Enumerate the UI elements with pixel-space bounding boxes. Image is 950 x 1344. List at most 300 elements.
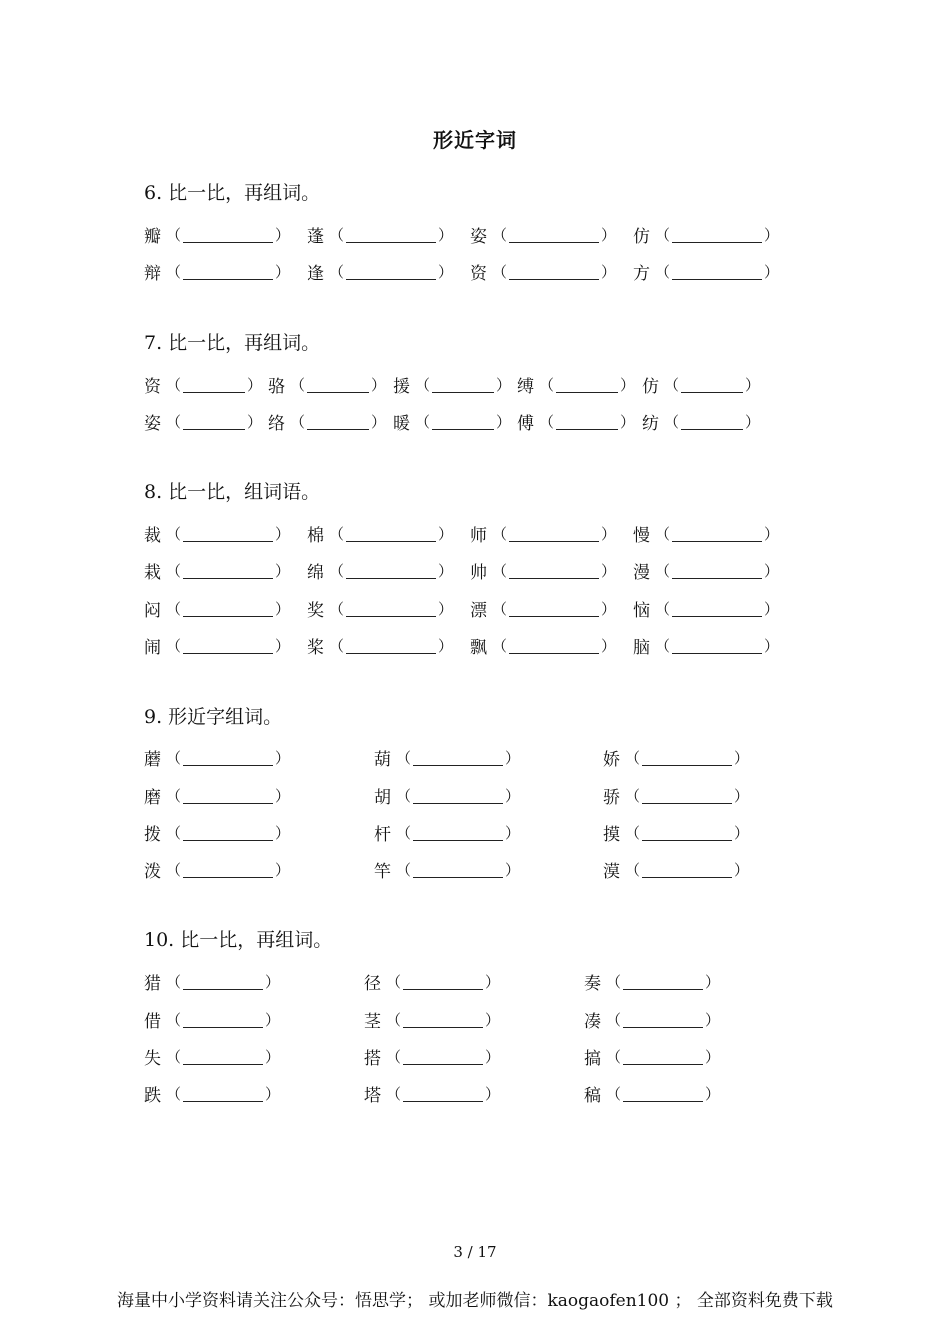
open-paren: （ xyxy=(625,823,641,842)
answer-blank[interactable] xyxy=(509,562,599,579)
close-paren: ） xyxy=(764,636,780,655)
word-item xyxy=(268,408,386,434)
close-paren: ） xyxy=(601,524,617,543)
character: 闹 xyxy=(144,637,161,658)
answer-blank[interactable] xyxy=(413,749,503,766)
open-paren: （ xyxy=(396,823,412,842)
word-item xyxy=(144,258,290,284)
word-item xyxy=(470,557,616,583)
close-paren: ） xyxy=(485,1084,501,1103)
open-paren: （ xyxy=(625,786,641,805)
answer-blank[interactable] xyxy=(307,376,369,393)
close-paren: ） xyxy=(275,748,291,767)
open-paren: （ xyxy=(396,786,412,805)
open-paren: （ xyxy=(329,524,345,543)
open-paren: （ xyxy=(492,262,508,281)
answer-blank[interactable] xyxy=(642,749,732,766)
word-item xyxy=(307,632,453,658)
answer-blank[interactable] xyxy=(642,824,732,841)
open-paren: （ xyxy=(655,225,671,244)
character: 凑 xyxy=(584,1011,601,1032)
word-item xyxy=(584,1043,720,1069)
answer-blank[interactable] xyxy=(183,861,273,878)
character: 摸 xyxy=(603,824,620,845)
answer-blank[interactable] xyxy=(556,413,618,430)
word-item xyxy=(517,408,635,434)
word-item xyxy=(470,632,616,658)
close-paren: ） xyxy=(438,636,454,655)
character: 搞 xyxy=(584,1048,601,1069)
character: 暖 xyxy=(393,413,410,434)
open-paren: （ xyxy=(492,599,508,618)
character-row xyxy=(0,408,950,434)
answer-blank[interactable] xyxy=(183,637,273,654)
character: 奏 xyxy=(584,973,601,994)
close-paren: ） xyxy=(764,524,780,543)
character: 援 xyxy=(393,376,410,397)
word-item xyxy=(144,819,290,845)
close-paren: ） xyxy=(265,1047,281,1066)
open-paren: （ xyxy=(329,599,345,618)
answer-blank[interactable] xyxy=(183,263,273,280)
open-paren: （ xyxy=(166,524,182,543)
close-paren: ） xyxy=(438,599,454,618)
close-paren: ） xyxy=(705,1010,721,1029)
character-row xyxy=(0,856,950,882)
character: 资 xyxy=(144,376,161,397)
close-paren: ） xyxy=(601,599,617,618)
answer-blank[interactable] xyxy=(183,1085,263,1102)
open-paren: （ xyxy=(625,860,641,879)
word-item xyxy=(374,856,520,882)
close-paren: ） xyxy=(247,375,263,394)
answer-blank[interactable] xyxy=(672,562,762,579)
answer-blank[interactable] xyxy=(623,973,703,990)
close-paren: ） xyxy=(705,972,721,991)
open-paren: （ xyxy=(290,375,306,394)
open-paren: （ xyxy=(664,375,680,394)
close-paren: ） xyxy=(438,561,454,580)
word-item xyxy=(642,408,760,434)
open-paren: （ xyxy=(166,1010,182,1029)
character-row xyxy=(0,744,950,770)
character: 娇 xyxy=(603,749,620,770)
character: 茎 xyxy=(364,1011,381,1032)
open-paren: （ xyxy=(329,262,345,281)
answer-blank[interactable] xyxy=(509,263,599,280)
open-paren: （ xyxy=(606,972,622,991)
character: 塔 xyxy=(364,1085,381,1106)
word-item xyxy=(307,595,453,621)
character: 猎 xyxy=(144,973,161,994)
close-paren: ） xyxy=(764,225,780,244)
open-paren: （ xyxy=(386,1047,402,1066)
open-paren: （ xyxy=(415,412,431,431)
character: 仿 xyxy=(642,376,659,397)
character: 稿 xyxy=(584,1085,601,1106)
character-row xyxy=(0,371,950,397)
word-item xyxy=(307,258,453,284)
close-paren: ） xyxy=(275,786,291,805)
answer-blank[interactable] xyxy=(183,1011,263,1028)
character: 蘑 xyxy=(144,749,161,770)
word-item xyxy=(517,371,635,397)
character: 脑 xyxy=(633,637,650,658)
character: 泼 xyxy=(144,861,161,882)
open-paren: （ xyxy=(329,561,345,580)
word-item xyxy=(364,1080,500,1106)
character-row xyxy=(0,520,950,546)
open-paren: （ xyxy=(606,1084,622,1103)
close-paren: ） xyxy=(485,972,501,991)
word-item xyxy=(374,744,520,770)
character: 蓬 xyxy=(307,226,324,247)
character-row xyxy=(0,819,950,845)
open-paren: （ xyxy=(166,1047,182,1066)
character: 葫 xyxy=(374,749,391,770)
word-item xyxy=(268,371,386,397)
character-row xyxy=(0,258,950,284)
answer-blank[interactable] xyxy=(183,1048,263,1065)
word-item xyxy=(144,856,290,882)
close-paren: ） xyxy=(601,636,617,655)
page-number: 3 / 17 xyxy=(453,1243,497,1261)
open-paren: （ xyxy=(166,599,182,618)
open-paren: （ xyxy=(664,412,680,431)
word-item xyxy=(584,1080,720,1106)
word-item xyxy=(603,782,749,808)
word-item xyxy=(470,221,616,247)
open-paren: （ xyxy=(386,1084,402,1103)
answer-blank[interactable] xyxy=(672,637,762,654)
close-paren: ） xyxy=(438,524,454,543)
close-paren: ） xyxy=(734,748,750,767)
word-item xyxy=(364,1006,500,1032)
question-heading: 10. 比一比，再组词。 xyxy=(144,929,333,951)
character: 纺 xyxy=(642,413,659,434)
character: 慢 xyxy=(633,525,650,546)
open-paren: （ xyxy=(166,262,182,281)
answer-blank[interactable] xyxy=(432,376,494,393)
close-paren: ） xyxy=(745,412,761,431)
character: 棉 xyxy=(307,525,324,546)
character-row xyxy=(0,221,950,247)
answer-blank[interactable] xyxy=(183,787,273,804)
open-paren: （ xyxy=(396,748,412,767)
word-item xyxy=(633,595,779,621)
answer-blank[interactable] xyxy=(183,749,273,766)
close-paren: ） xyxy=(505,860,521,879)
close-paren: ） xyxy=(620,412,636,431)
answer-blank[interactable] xyxy=(413,861,503,878)
character: 杆 xyxy=(374,824,391,845)
character: 桨 xyxy=(307,637,324,658)
open-paren: （ xyxy=(329,636,345,655)
open-paren: （ xyxy=(492,636,508,655)
close-paren: ） xyxy=(438,225,454,244)
word-item xyxy=(144,595,290,621)
open-paren: （ xyxy=(166,225,182,244)
word-item xyxy=(364,968,500,994)
open-paren: （ xyxy=(539,412,555,431)
character: 逢 xyxy=(307,263,324,284)
close-paren: ） xyxy=(505,748,521,767)
close-paren: ） xyxy=(275,599,291,618)
open-paren: （ xyxy=(396,860,412,879)
close-paren: ） xyxy=(734,786,750,805)
word-item xyxy=(642,371,760,397)
character: 师 xyxy=(470,525,487,546)
close-paren: ） xyxy=(485,1047,501,1066)
character-row xyxy=(0,1043,950,1069)
answer-blank[interactable] xyxy=(346,562,436,579)
answer-blank[interactable] xyxy=(509,226,599,243)
word-item xyxy=(144,408,262,434)
open-paren: （ xyxy=(492,561,508,580)
answer-blank[interactable] xyxy=(346,525,436,542)
open-paren: （ xyxy=(166,972,182,991)
answer-blank[interactable] xyxy=(672,226,762,243)
word-item xyxy=(633,520,779,546)
character-row xyxy=(0,1006,950,1032)
character: 恼 xyxy=(633,600,650,621)
word-item xyxy=(144,1080,280,1106)
close-paren: ） xyxy=(371,375,387,394)
answer-blank[interactable] xyxy=(403,973,483,990)
open-paren: （ xyxy=(166,636,182,655)
word-item xyxy=(584,968,720,994)
word-item xyxy=(144,1043,280,1069)
answer-blank[interactable] xyxy=(413,824,503,841)
answer-blank[interactable] xyxy=(307,413,369,430)
character: 闷 xyxy=(144,600,161,621)
answer-blank[interactable] xyxy=(642,787,732,804)
open-paren: （ xyxy=(625,748,641,767)
character: 漠 xyxy=(603,861,620,882)
answer-blank[interactable] xyxy=(403,1011,483,1028)
character: 径 xyxy=(364,973,381,994)
word-item xyxy=(470,258,616,284)
character-row xyxy=(0,968,950,994)
question-heading: 6. 比一比，再组词。 xyxy=(144,182,321,204)
character: 傅 xyxy=(517,413,534,434)
character: 姿 xyxy=(144,413,161,434)
word-item xyxy=(633,632,779,658)
answer-blank[interactable] xyxy=(346,263,436,280)
word-item xyxy=(584,1006,720,1032)
answer-blank[interactable] xyxy=(432,413,494,430)
close-paren: ） xyxy=(247,412,263,431)
character-row xyxy=(0,557,950,583)
close-paren: ） xyxy=(275,225,291,244)
open-paren: （ xyxy=(606,1047,622,1066)
word-item xyxy=(144,1006,280,1032)
answer-blank[interactable] xyxy=(509,600,599,617)
open-paren: （ xyxy=(166,412,182,431)
character-row xyxy=(0,1080,950,1106)
answer-blank[interactable] xyxy=(556,376,618,393)
open-paren: （ xyxy=(655,636,671,655)
close-paren: ） xyxy=(505,823,521,842)
open-paren: （ xyxy=(655,599,671,618)
answer-blank[interactable] xyxy=(346,637,436,654)
answer-blank[interactable] xyxy=(413,787,503,804)
answer-blank[interactable] xyxy=(509,525,599,542)
word-item xyxy=(144,968,280,994)
page-title: 形近字词 xyxy=(433,128,517,152)
word-item xyxy=(633,258,779,284)
word-item xyxy=(374,782,520,808)
answer-blank[interactable] xyxy=(681,376,743,393)
answer-blank[interactable] xyxy=(509,637,599,654)
open-paren: （ xyxy=(386,972,402,991)
open-paren: （ xyxy=(655,561,671,580)
word-item xyxy=(144,371,262,397)
word-item xyxy=(603,744,749,770)
open-paren: （ xyxy=(492,225,508,244)
close-paren: ） xyxy=(620,375,636,394)
answer-blank[interactable] xyxy=(183,413,245,430)
answer-blank[interactable] xyxy=(403,1085,483,1102)
close-paren: ） xyxy=(764,599,780,618)
answer-blank[interactable] xyxy=(642,861,732,878)
open-paren: （ xyxy=(386,1010,402,1029)
character: 失 xyxy=(144,1048,161,1069)
open-paren: （ xyxy=(166,823,182,842)
close-paren: ） xyxy=(485,1010,501,1029)
question-heading: 8. 比一比，组词语。 xyxy=(144,481,321,503)
close-paren: ） xyxy=(734,823,750,842)
word-item xyxy=(144,520,290,546)
word-item xyxy=(470,520,616,546)
character-row xyxy=(0,632,950,658)
character: 跌 xyxy=(144,1085,161,1106)
answer-blank[interactable] xyxy=(403,1048,483,1065)
close-paren: ） xyxy=(601,561,617,580)
answer-blank[interactable] xyxy=(183,376,245,393)
character: 胡 xyxy=(374,787,391,808)
character: 绵 xyxy=(307,562,324,583)
answer-blank[interactable] xyxy=(672,525,762,542)
word-item xyxy=(144,221,290,247)
word-item xyxy=(307,520,453,546)
close-paren: ） xyxy=(705,1084,721,1103)
open-paren: （ xyxy=(290,412,306,431)
close-paren: ） xyxy=(496,412,512,431)
question-heading: 7. 比一比，再组词。 xyxy=(144,332,321,354)
close-paren: ） xyxy=(265,1084,281,1103)
close-paren: ） xyxy=(601,262,617,281)
answer-blank[interactable] xyxy=(672,263,762,280)
answer-blank[interactable] xyxy=(623,1011,703,1028)
answer-blank[interactable] xyxy=(183,525,273,542)
open-paren: （ xyxy=(166,748,182,767)
character-row xyxy=(0,595,950,621)
question-heading: 9. 形近字组词。 xyxy=(144,706,283,728)
open-paren: （ xyxy=(606,1010,622,1029)
close-paren: ） xyxy=(734,860,750,879)
answer-blank[interactable] xyxy=(183,562,273,579)
close-paren: ） xyxy=(275,636,291,655)
open-paren: （ xyxy=(166,860,182,879)
close-paren: ） xyxy=(601,225,617,244)
word-item xyxy=(364,1043,500,1069)
open-paren: （ xyxy=(166,786,182,805)
word-item xyxy=(633,221,779,247)
character: 瓣 xyxy=(144,226,161,247)
open-paren: （ xyxy=(655,262,671,281)
character: 骄 xyxy=(603,787,620,808)
answer-blank[interactable] xyxy=(183,973,263,990)
character: 裁 xyxy=(144,525,161,546)
character: 方 xyxy=(633,263,650,284)
character: 辩 xyxy=(144,263,161,284)
open-paren: （ xyxy=(166,1084,182,1103)
close-paren: ） xyxy=(496,375,512,394)
character: 漂 xyxy=(470,600,487,621)
answer-blank[interactable] xyxy=(346,226,436,243)
close-paren: ） xyxy=(745,375,761,394)
open-paren: （ xyxy=(655,524,671,543)
character: 帅 xyxy=(470,562,487,583)
word-item xyxy=(144,632,290,658)
character: 飘 xyxy=(470,637,487,658)
character: 竿 xyxy=(374,861,391,882)
answer-blank[interactable] xyxy=(623,1048,703,1065)
character-row xyxy=(0,782,950,808)
word-item xyxy=(307,221,453,247)
close-paren: ） xyxy=(438,262,454,281)
close-paren: ） xyxy=(275,524,291,543)
character: 姿 xyxy=(470,226,487,247)
close-paren: ） xyxy=(265,972,281,991)
close-paren: ） xyxy=(505,786,521,805)
close-paren: ） xyxy=(371,412,387,431)
answer-blank[interactable] xyxy=(183,226,273,243)
close-paren: ） xyxy=(275,262,291,281)
word-item xyxy=(603,856,749,882)
word-item xyxy=(374,819,520,845)
close-paren: ） xyxy=(275,860,291,879)
character: 仿 xyxy=(633,226,650,247)
open-paren: （ xyxy=(492,524,508,543)
character: 搭 xyxy=(364,1048,381,1069)
answer-blank[interactable] xyxy=(183,600,273,617)
character: 络 xyxy=(268,413,285,434)
answer-blank[interactable] xyxy=(672,600,762,617)
character: 资 xyxy=(470,263,487,284)
close-paren: ） xyxy=(265,1010,281,1029)
open-paren: （ xyxy=(415,375,431,394)
close-paren: ） xyxy=(764,561,780,580)
answer-blank[interactable] xyxy=(346,600,436,617)
word-item xyxy=(144,557,290,583)
close-paren: ） xyxy=(275,561,291,580)
footer-note: 海量中小学资料请关注公众号：悟思学； 或加老师微信：kaogaofen100 ； 全部资料免费下载 xyxy=(117,1291,833,1311)
word-item xyxy=(307,557,453,583)
answer-blank[interactable] xyxy=(183,824,273,841)
word-item xyxy=(470,595,616,621)
character: 漫 xyxy=(633,562,650,583)
character: 栽 xyxy=(144,562,161,583)
answer-blank[interactable] xyxy=(681,413,743,430)
open-paren: （ xyxy=(539,375,555,394)
word-item xyxy=(633,557,779,583)
word-item xyxy=(144,782,290,808)
word-item xyxy=(603,819,749,845)
answer-blank[interactable] xyxy=(623,1085,703,1102)
open-paren: （ xyxy=(166,561,182,580)
